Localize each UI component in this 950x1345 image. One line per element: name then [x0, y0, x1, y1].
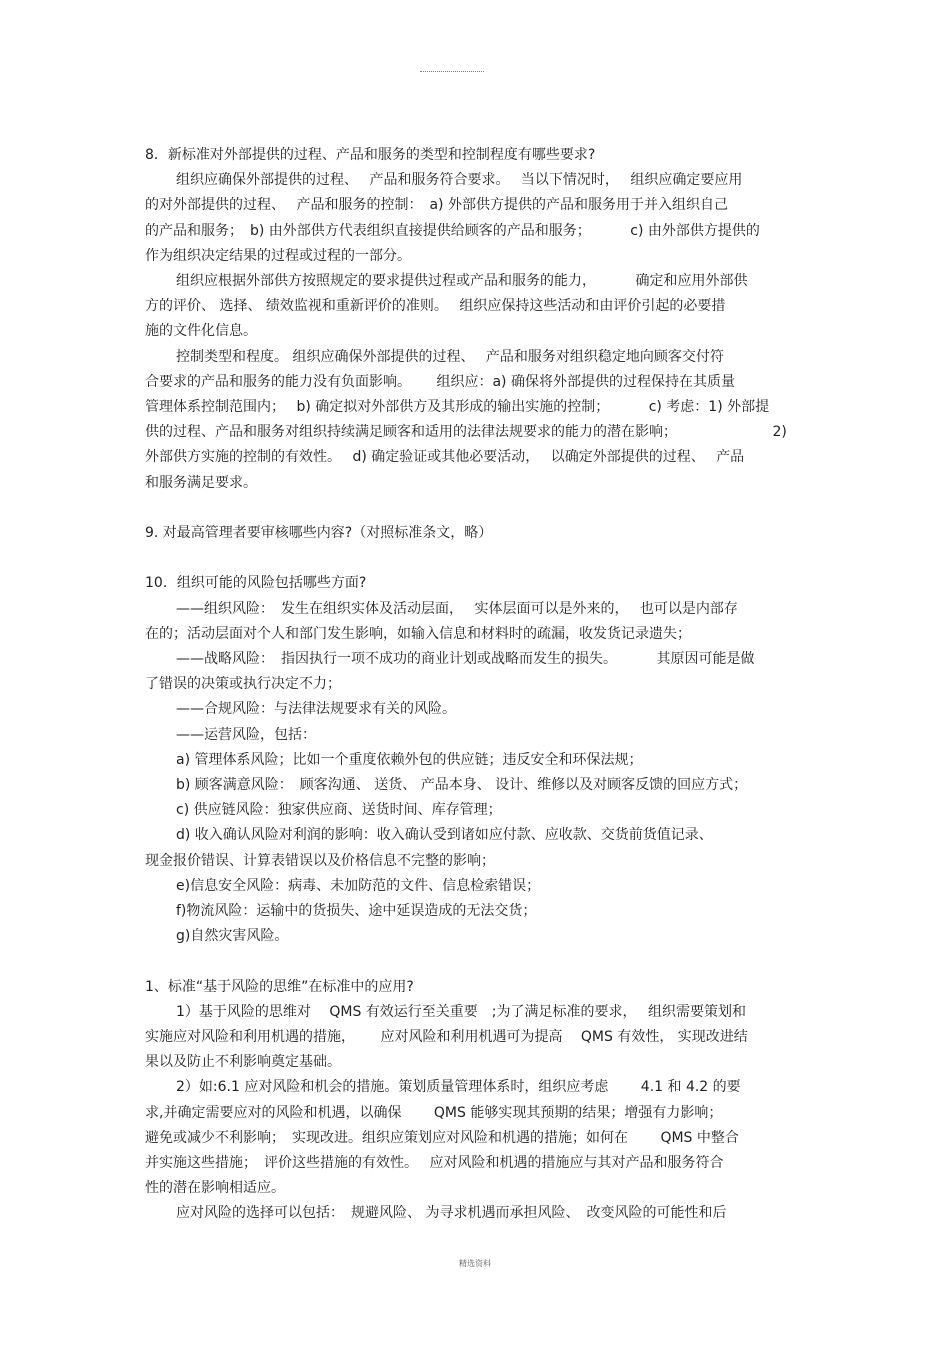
- text-line: 施的文件化信息。: [145, 323, 257, 340]
- text-line: 管理体系控制范围内； b) 确定拟对外部供方及其形成的输出实施的控制； c) 考虑：1) 外部提: [145, 399, 770, 416]
- text-line: 1、标准“基于风险的思维”在标准中的应用?: [145, 978, 414, 995]
- text-line: 在的；活动层面对个人和部门发生影响，如输入信息和材料时的疏漏，收发货记录遗失；: [145, 625, 691, 642]
- text-line: 性的潜在影响相适应。: [145, 1180, 285, 1197]
- text-line: 并实施这些措施； 评价这些措施的有效性。 应对风险和机遇的措施应与其对产品和服务符合: [145, 1155, 724, 1172]
- text-line: c) 供应链风险：独家供应商、送货时间、库存管理；: [176, 802, 502, 819]
- text-line: 果以及防止不利影响奠定基础。: [145, 1054, 341, 1071]
- text-line: 求,并确定需要应对的风险和机遇，以确保 QMS 能够实现其预期的结果；增强有力影响；: [145, 1104, 723, 1121]
- document-body: [145, 143, 805, 1227]
- text-line: f)物流风险：运输中的货损失、途中延误造成的无法交货；: [176, 903, 537, 920]
- text-line: a) 管理体系风险；比如一个重度依赖外包的供应链；违反安全和环保法规；: [176, 751, 643, 768]
- text-line: e)信息安全风险：病毒、未加防范的文件、信息检索错误；: [176, 877, 541, 894]
- text-line: g)自然灾害风险。: [176, 928, 289, 945]
- text-line: 现金报价错误、计算表错误以及价格信息不完整的影响；: [145, 852, 495, 869]
- text-line: 的产品和服务； b) 由外部供方代表组织直接提供给顾客的产品和服务； c) 由外部供方提供的: [145, 222, 760, 239]
- text-line: 8．新标准对外部提供的过程、产品和服务的类型和控制程度有哪些要求?: [145, 147, 596, 163]
- text-line: 2）如:6.1 应对风险和机会的措施。策划质量管理体系时，组织应考虑 4.1 和 4.2 的要: [176, 1079, 741, 1096]
- text-line: 供的过程、产品和服务对组织持续满足顾客和适用的法律法规要求的能力的潜在影响； 2): [145, 424, 787, 441]
- text-line: b) 顾客满意风险： 顾客沟通、 送货、 产品本身、 设计、维修以及对顾客反馈的回应方式；: [176, 777, 748, 794]
- text-line: 避免或减少不利影响； 实现改进。组织应策划应对风险和机遇的措施；如何在 QMS 中整合: [145, 1129, 739, 1146]
- header-divider: [420, 71, 484, 72]
- text-line: ——组织风险： 发生在组织实体及活动层面， 实体层面可以是外来的， 也可以是内部存: [176, 600, 738, 617]
- text-line: 方的评价、 选择、 绩效监视和重新评价的准则。 组织应保持这些活动和由评价引起的必要措: [145, 298, 726, 315]
- text-line: 实施应对风险和利用机遇的措施， 应对风险和利用机遇可为提高 QMS 有效性， 实现改进结: [145, 1029, 748, 1046]
- text-line: 9. 对最高管理者要审核哪些内容?（对照标准条文，略）: [145, 525, 493, 542]
- text-line: 和服务满足要求。: [145, 474, 257, 491]
- text-line: 1）基于风险的思维对 QMS 有效运行至关重要 ;为了满足标准的要求， 组织需要策划和: [176, 1003, 746, 1020]
- text-line: 合要求的产品和服务的能力没有负面影响。 组织应：a) 确保将外部提供的过程保持在其质量: [145, 373, 735, 390]
- text-line: 的对外部提供的过程、 产品和服务的控制： a) 外部供方提供的产品和服务用于并入组织自己: [145, 197, 728, 214]
- text-line: 外部供方实施的控制的有效性。 d) 确定验证或其他必要活动， 以确定外部提供的过程、 产品: [145, 449, 745, 466]
- text-line: 控制类型和程度。 组织应确保外部提供的过程、 产品和服务对组织稳定地向顾客交付符: [176, 348, 724, 365]
- page-footer: 精选资料: [459, 1259, 491, 1268]
- text-line: 了错误的决策或执行决定不力；: [145, 676, 341, 693]
- text-line: 作为组织决定结果的过程或过程的一部分。: [145, 247, 411, 264]
- text-line: 组织应确保外部提供的过程、 产品和服务符合要求。 当以下情况时， 组织应确定要应用: [176, 172, 743, 189]
- text-line: ——运营风险，包括：: [176, 726, 316, 743]
- text-line: 10．组织可能的风险包括哪些方面?: [145, 575, 367, 592]
- text-line: ——战略风险： 指因执行一项不成功的商业计划或战略而发生的损失。 其原因可能是做: [176, 651, 755, 668]
- text-line: d) 收入确认风险对利润的影响：收入确认受到诸如应付款、应收款、交货前货值记录、: [176, 827, 713, 844]
- text-line: 应对风险的选择可以包括： 规避风险、 为寻求机遇而承担风险、 改变风险的可能性和后: [176, 1205, 727, 1222]
- text-line: 组织应根据外部供方按照规定的要求提供过程或产品和服务的能力， 确定和应用外部供: [176, 273, 748, 290]
- text-line: ——合规风险：与法律法规要求有关的风险。: [176, 701, 456, 718]
